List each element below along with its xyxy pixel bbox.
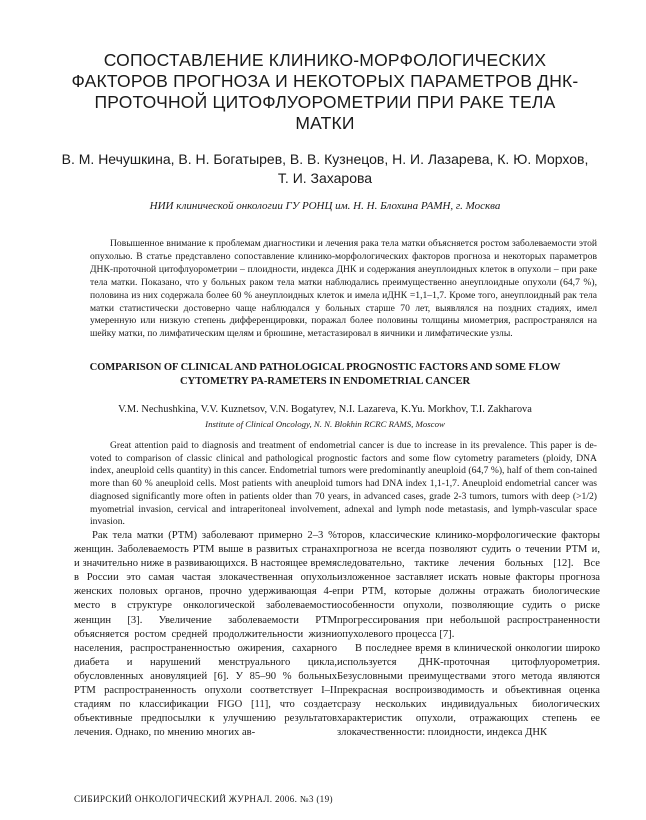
body-paragraph: Рак тела матки (РТМ) заболевают примерно 2–3 % женщин. Заболеваемость РТМ выше в развитых странах и значительно ниже в развивающихся. В настоящее время в России это самая частая злокачественная опухоль женских половых органов, прочно удерживающая 4-е место в структуре онкологической заболеваемости женщин [3]. Увеличение заболеваемости РТМ объясняется ростом средней продолжительности жизни населения, распространенностью ожирения, сахарного диабета и нарушений менструального цикла, обусловленных ановуляцией [6]. У 85–90 % больных РТМ распространенность опухоли соответствует I–II стадиям по классификации FIGO [11], что создает объективные предпосылки к улучшению результатов лечения. Однако, по мнению многих ав- bbox=[74, 530, 337, 739]
article-title-en: COMPARISON OF CLINICAL AND PATHOLOGICAL PROGNOSTIC FACTORS AND SOME FLOW CYTOMETRY PA-RAMETERS IN ENDOMETRIAL CANCER bbox=[89, 362, 561, 387]
authors-ru: В. М. Нечушкина, В. Н. Богатырев, В. В. Кузнецов, Н. И. Лазарева, К. Ю. Морхов, Т. И. Захарова bbox=[61, 151, 589, 186]
article-title-ru: СОПОСТАВЛЕНИЕ КЛИНИКО-МОРФОЛОГИЧЕСКИХ ФАКТОРОВ ПРОГНОЗА И НЕКОТОРЫХ ПАРАМЕТРОВ ДНК-ПРОТОЧНОЙ ЦИТОФЛУОРОМЕТРИИ ПРИ РАКЕ ТЕЛА МАТКИ bbox=[71, 50, 579, 133]
body-column-left bbox=[74, 529, 337, 740]
journal-footer: СИБИРСКИЙ ОНКОЛОГИЧЕСКИЙ ЖУРНАЛ. 2006. №3 (19) bbox=[74, 794, 333, 804]
authors-en: V.M. Nechushkina, V.V. Kuznetsov, V.N. Bogatyrev, N.I. Lazareva, K.Yu. Morkhov, T.I. Zakharova bbox=[118, 404, 532, 415]
body-paragraph: торов, классические клинико-морфологические факторы прогноза не всегда позволяют судить о течении РТМ и, следовательно, тактике лечения больных [12]. Все изложенное заставляет искать новые факторы прогноза при РТМ, которые должны отражать биологические особенности опухоли, позволяющие судить о риске прогрессирования при небольшой распространенности опухолевого процесса [7]. bbox=[337, 530, 600, 640]
abstract-en: Great attention paid to diagnosis and treatment of endometrial cancer is due to increase in its prevalence. This paper is de-voted to comparison of classic clinical and pathological prognostic factors and some flow cytometry parameters (ploidy, DNA index, aneuploid cells quantity) in this cancer. Endometrial tumors were predominantly aneuploid (64,7 %), half of them con-tained more than 60 % aneuploid cells. Most patients with aneuploid tumors had DNA index 1,1-1,7. Aneuploid endometrial cancer was diagnosed significantly more often in patients older than 70 years, in advanced cases, grade 2-3 tumors, tumors with deep (>1/2) myometrial invasion, cervical and intraperitoneal involvement, adnexal and lymph node metastasis, and lymph-vascular space invasion. bbox=[90, 440, 597, 528]
body-paragraph: В последнее время в клинической онкологии широко используется ДНК-проточная цитофлуорометрия. Безусловными преимуществами этого метода являются прекрасная воспроизводимость и объективная оценка сразу нескольких индивидуальных биологических характеристик опухоли, отражающих степень ее злокачественности: плоидности, индекса ДНК bbox=[337, 642, 600, 739]
body-column-right bbox=[337, 529, 600, 740]
institution-en: Institute of Clinical Oncology, N. N. Blokhin RCRC RAMS, Moscow bbox=[205, 419, 445, 429]
institution-ru: НИИ клинической онкологии ГУ РОНЦ им. Н. Н. Блохина РАМН, г. Москва bbox=[149, 200, 501, 212]
abstract-ru: Повышенное внимание к проблемам диагностики и лечения рака тела матки объясняется ростом заболеваемости этой опухолью. В статье представлено сопоставление клинико-морфологических факторов прогноза и некоторых параметров ДНК-проточной цитофлуорометрии – плоидности, индекса ДНК и содержания анеуплоидных клеток в опухоли – при раке тела матки. Показано, что у больных раком тела матки наблюдались преимущественно анеуплоидные опухоли (64,7 %), половина из них содержала более 60 % анеуплоидных клеток и имела иДНК =1,1–1,7. Кроме того, анеуплоидный рак тела матки статистически достоверно чаще наблюдался у больных старше 70 лет, выявлялся на поздних стадиях, имел умеренную или низкую степень дифференцировки, поражал более половины толщины миометрия, распространялся на шейку матки, по лимфатическим щелям и брюшине, метастазировал в яичники и лимфатические узлы. bbox=[90, 238, 597, 340]
